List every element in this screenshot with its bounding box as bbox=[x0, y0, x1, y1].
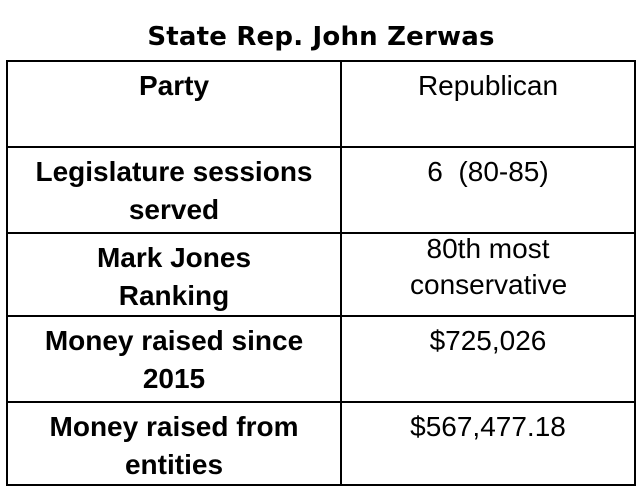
ranking-value: 80th most conservative bbox=[341, 233, 635, 316]
sessions-label: Legislature sessions served bbox=[7, 147, 341, 233]
party-label: Party bbox=[7, 61, 341, 147]
sessions-value: 6 (80-85) bbox=[341, 147, 635, 233]
money-since-value: $725,026 bbox=[341, 316, 635, 402]
table-row bbox=[7, 147, 635, 233]
info-table bbox=[6, 60, 636, 486]
table-row bbox=[7, 316, 635, 402]
table-row bbox=[7, 402, 635, 485]
ranking-label: Mark Jones Ranking bbox=[7, 233, 341, 316]
money-since-label: Money raised since 2015 bbox=[7, 316, 341, 402]
table-row bbox=[7, 61, 635, 147]
page-title: State Rep. John Zerwas bbox=[147, 22, 495, 52]
money-entities-label: Money raised from entities bbox=[7, 402, 341, 485]
money-entities-value: $567,477.18 bbox=[341, 402, 635, 485]
party-value: Republican bbox=[341, 61, 635, 147]
table-row bbox=[7, 233, 635, 316]
